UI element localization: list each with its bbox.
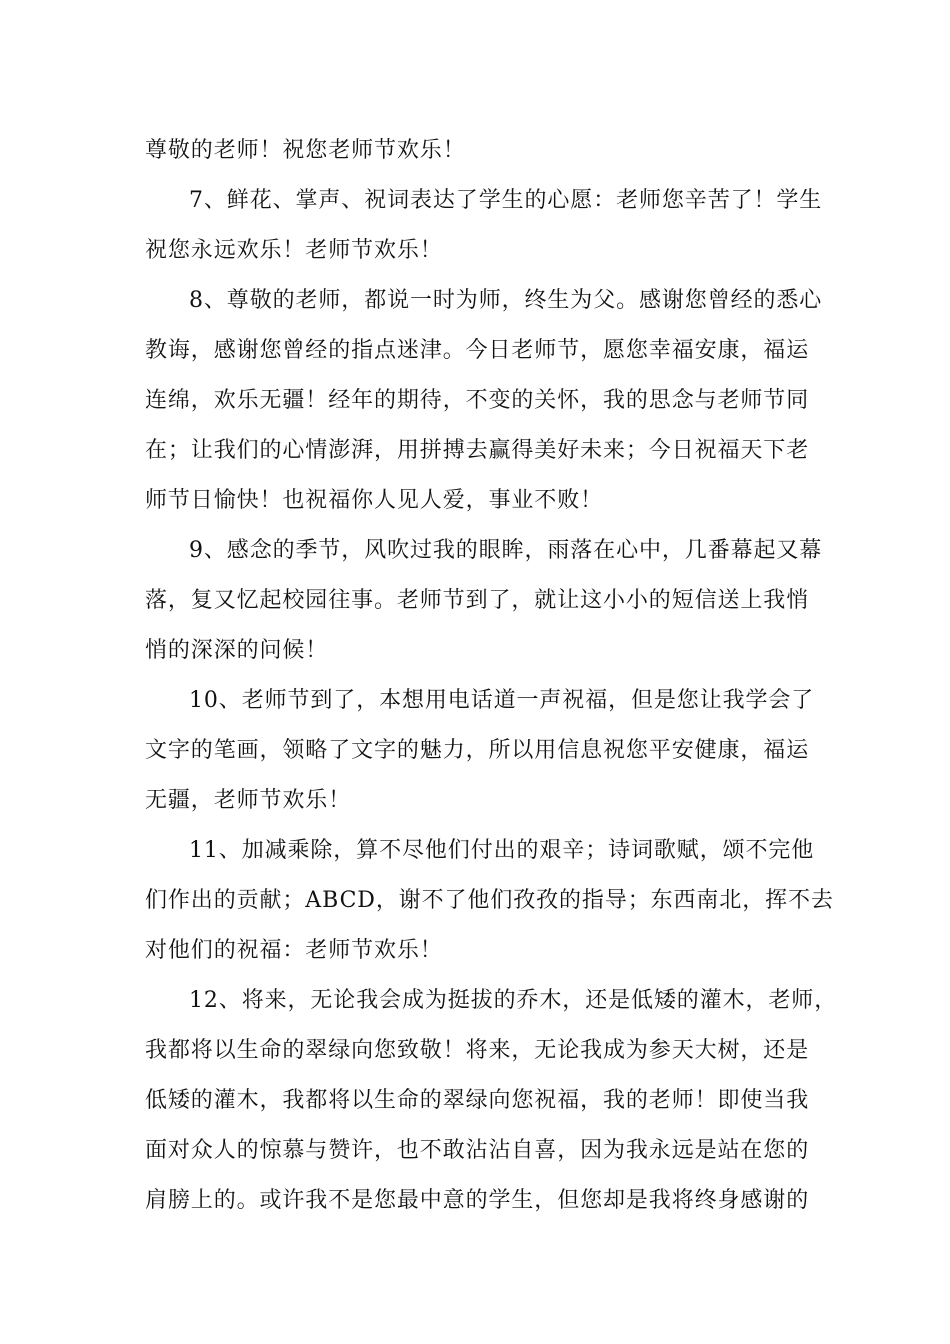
text-line: 在；让我们的心情澎湃，用拼搏去赢得美好未来；今日祝福天下老 <box>145 438 810 463</box>
text-line: 肩膀上的。或许我不是您最中意的学生，但您却是我将终身感谢的 <box>145 1188 810 1213</box>
text-line: 无疆，老师节欢乐！ <box>145 788 352 813</box>
text-line: 连绵，欢乐无疆！经年的期待，不变的关怀，我的思念与老师节同 <box>145 388 810 413</box>
text-line: 9、感念的季节，风吹过我的眼眸，雨落在心中，几番幕起又幕 <box>189 538 823 563</box>
text-line: 师节日愉快！也祝福你人见人爱，事业不败！ <box>145 488 604 513</box>
text-line: 们作出的贡献；ABCD，谢不了他们孜孜的指导；东西南北，挥不去 <box>145 888 834 913</box>
text-line: 对他们的祝福：老师节欢乐！ <box>145 938 443 963</box>
text-line: 教诲，感谢您曾经的指点迷津。今日老师节，愿您幸福安康，福运 <box>145 338 810 363</box>
text-line: 8、尊敬的老师，都说一时为师，终生为父。感谢您曾经的悉心 <box>189 288 823 313</box>
text-line: 7、鲜花、掌声、祝词表达了学生的心愿：老师您辛苦了！学生 <box>189 188 823 213</box>
text-line: 悄的深深的问候！ <box>145 638 329 663</box>
text-line: 11、加减乘除，算不尽他们付出的艰辛；诗词歌赋，颂不完他 <box>189 838 815 863</box>
text-line: 我都将以生命的翠绿向您致敬！将来，无论我成为参天大树，还是 <box>145 1038 810 1063</box>
text-line: 祝您永远欢乐！老师节欢乐！ <box>145 238 443 263</box>
document-body <box>145 126 838 1226</box>
text-line: 落，复又忆起校园往事。老师节到了，就让这小小的短信送上我悄 <box>145 588 810 613</box>
text-line: 低矮的灌木，我都将以生命的翠绿向您祝福，我的老师！即使当我 <box>145 1088 810 1113</box>
text-line: 文字的笔画，领略了文字的魅力，所以用信息祝您平安健康，福运 <box>145 738 810 763</box>
text-line: 12、将来，无论我会成为挺拔的乔木，还是低矮的灌木，老师， <box>189 988 838 1013</box>
text-line: 10、老师节到了，本想用电话道一声祝福，但是您让我学会了 <box>189 688 815 713</box>
text-line: 尊敬的老师！祝您老师节欢乐！ <box>145 138 466 163</box>
text-line: 面对众人的惊慕与赞许，也不敢沾沾自喜，因为我永远是站在您的 <box>145 1138 810 1163</box>
